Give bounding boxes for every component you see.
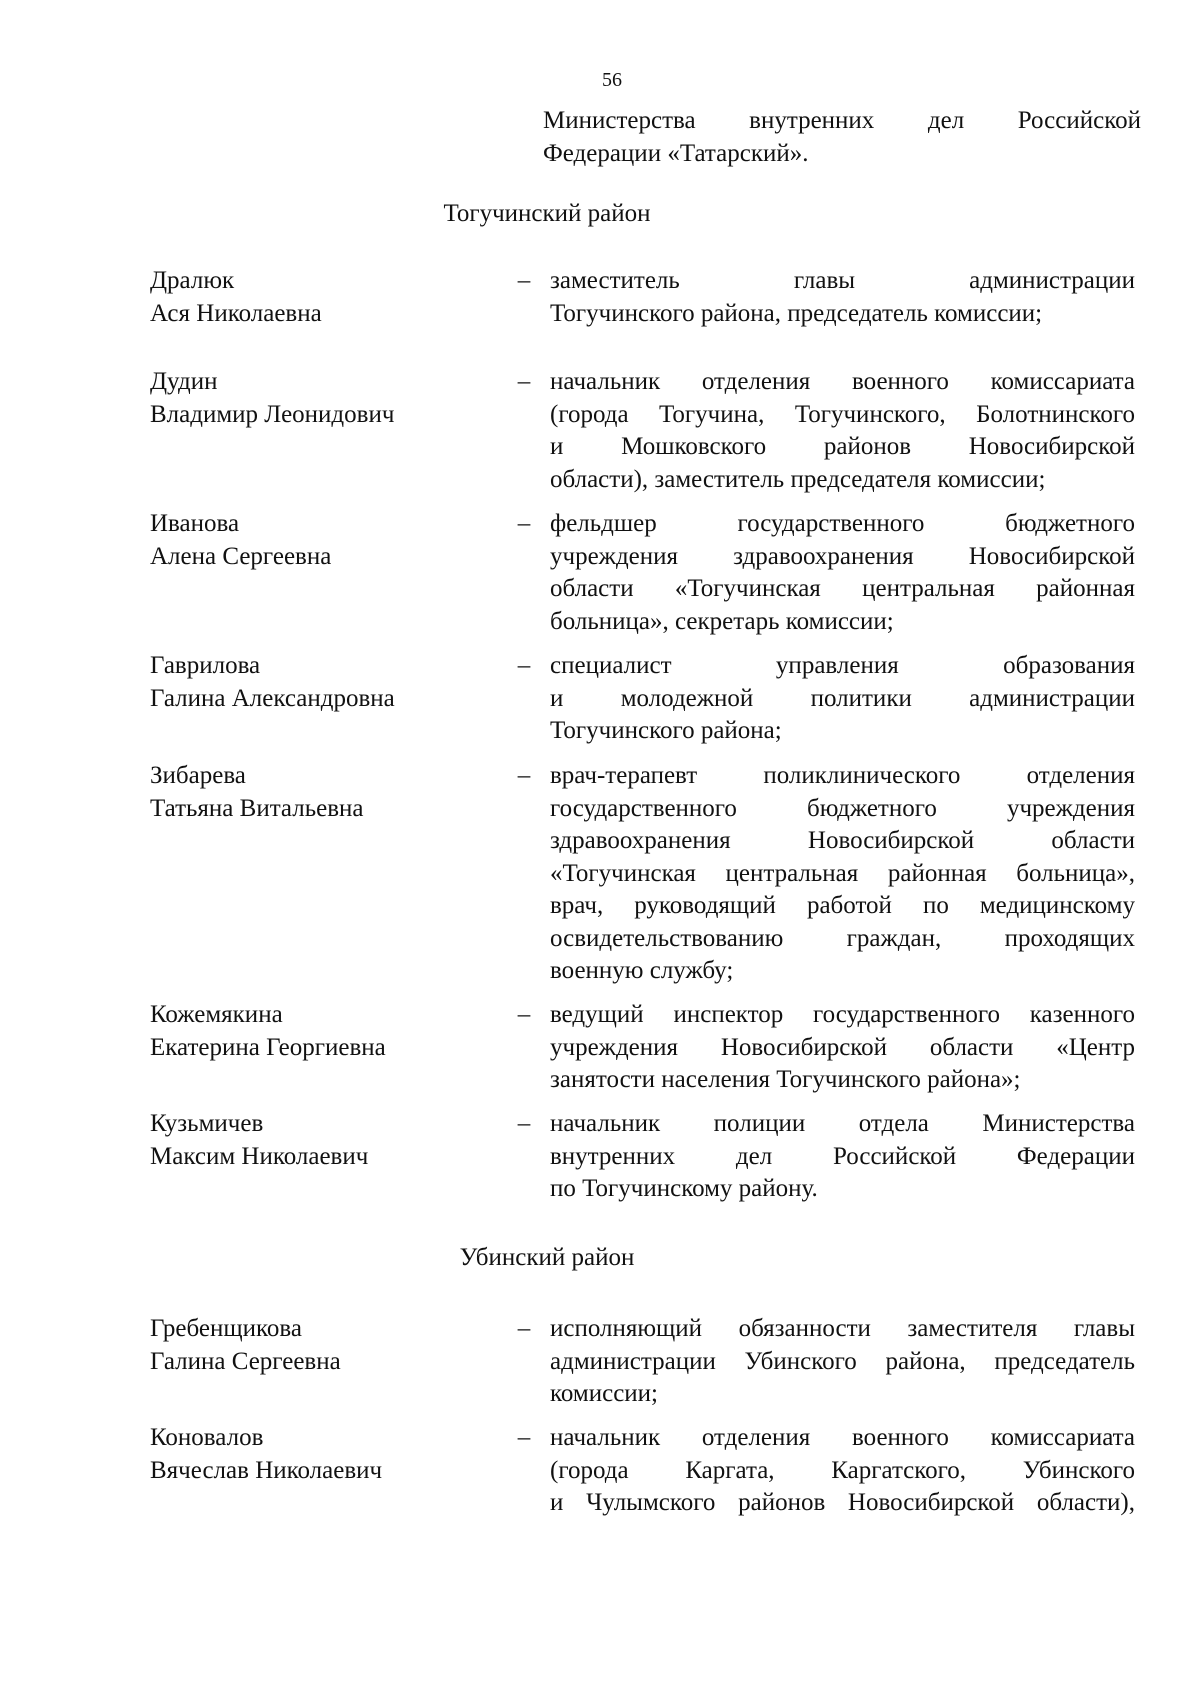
district-heading: Тогучинский район [443,200,651,227]
member-given-name: Владимир Леонидович [150,400,395,428]
dash-separator: – [517,652,531,679]
dash-separator: – [517,267,531,294]
district-heading: Убинский район [459,1244,635,1271]
member-position [550,760,1135,988]
member-given-name: Галина Сергеевна [150,1347,341,1375]
member-position [550,265,1135,330]
member-position [550,1108,1135,1206]
continuation-text [543,105,1141,170]
member-name [150,760,470,825]
member-given-name: Ася Николаевна [150,299,322,327]
member-given-name: Татьяна Витальевна [150,794,364,822]
position-line: учреждения здравоохранения Новосибирской [550,542,1135,570]
member-surname: Иванова [150,510,240,537]
position-line: области «Тогучинская центральная районная [550,575,1135,602]
member-name [150,1422,470,1487]
dash-separator: – [517,510,531,537]
member-position [550,650,1135,748]
member-surname: Зибарева [150,762,246,789]
member-surname: Кузьмичев [150,1110,264,1137]
position-line: области), заместитель председателя комиссии; [550,465,1046,493]
member-position [550,508,1135,638]
dash-separator: – [517,1001,531,1028]
position-line: исполняющий обязанности заместителя главы [550,1315,1135,1342]
position-line: (города Тогучина, Тогучинского, Болотнинского [550,400,1135,428]
member-position [550,1313,1135,1411]
position-line: Тогучинского района; [550,717,782,744]
position-line: начальник отделения военного комиссариата [550,1424,1135,1451]
member-surname: Гребенщикова [150,1315,302,1342]
position-line: ведущий инспектор государственного казенного [550,1001,1135,1028]
dash-separator: – [517,368,531,395]
position-line: больница», секретарь комиссии; [550,607,894,635]
position-line: начальник полиции отдела Министерства [550,1110,1135,1137]
dash-separator: – [517,1315,531,1342]
member-surname: Кожемякина [150,1001,283,1028]
position-line: военную службу; [550,957,734,984]
member-name [150,999,470,1064]
position-line: начальник отделения военного комиссариата [550,368,1135,395]
dash-separator: – [517,1110,531,1137]
member-position [550,366,1135,496]
position-line: фельдшер государственного бюджетного [550,510,1135,537]
position-line: специалист управления образования [550,652,1135,679]
position-line: заместитель главы администрации [550,267,1135,294]
position-line: и Мошковского районов Новосибирской [550,433,1135,460]
position-line: освидетельствованию граждан, проходящих [550,924,1135,952]
position-line: государственного бюджетного учреждения [550,794,1135,822]
position-line: и Чулымского районов Новосибирской области), [550,1489,1135,1516]
position-line: администрации Убинского района, председатель [550,1347,1135,1375]
member-name [150,1108,470,1173]
continuation-line: Федерации «Татарский». [543,139,809,167]
member-given-name: Галина Александровна [150,684,395,712]
member-given-name: Екатерина Георгиевна [150,1033,386,1061]
member-position [550,999,1135,1097]
member-surname: Дралюк [150,267,235,294]
position-line: «Тогучинская центральная районная больница», [550,859,1135,887]
position-line: занятости населения Тогучинского района»; [550,1066,1021,1093]
member-given-name: Алена Сергеевна [150,542,332,570]
position-line: комиссии; [550,1380,658,1407]
member-given-name: Вячеслав Николаевич [150,1456,383,1484]
member-name [150,508,470,573]
member-name [150,265,470,330]
member-given-name: Максим Николаевич [150,1142,369,1170]
position-line: и молодежной политики администрации [550,684,1135,712]
member-surname: Гаврилова [150,652,261,679]
dash-separator: – [517,1424,531,1451]
position-line: (города Каргата, Каргатского, Убинского [550,1456,1135,1484]
member-position [550,1422,1135,1520]
position-line: внутренних дел Российской Федерации [550,1142,1135,1170]
position-line: Тогучинского района, председатель комиссии; [550,299,1043,327]
page-number: 56 [602,69,622,91]
member-surname: Дудин [150,368,218,395]
position-line: врач, руководящий работой по медицинскому [550,892,1135,919]
member-name [150,650,470,715]
position-line: здравоохранения Новосибирской области [550,827,1135,854]
position-line: учреждения Новосибирской области «Центр [550,1033,1135,1061]
position-line: по Тогучинскому району. [550,1175,818,1202]
continuation-line: Министерства внутренних дел Российской [543,107,1141,134]
member-name [150,366,470,431]
member-surname: Коновалов [150,1424,264,1451]
dash-separator: – [517,762,531,789]
member-name [150,1313,470,1378]
position-line: врач-терапевт поликлинического отделения [550,762,1135,789]
